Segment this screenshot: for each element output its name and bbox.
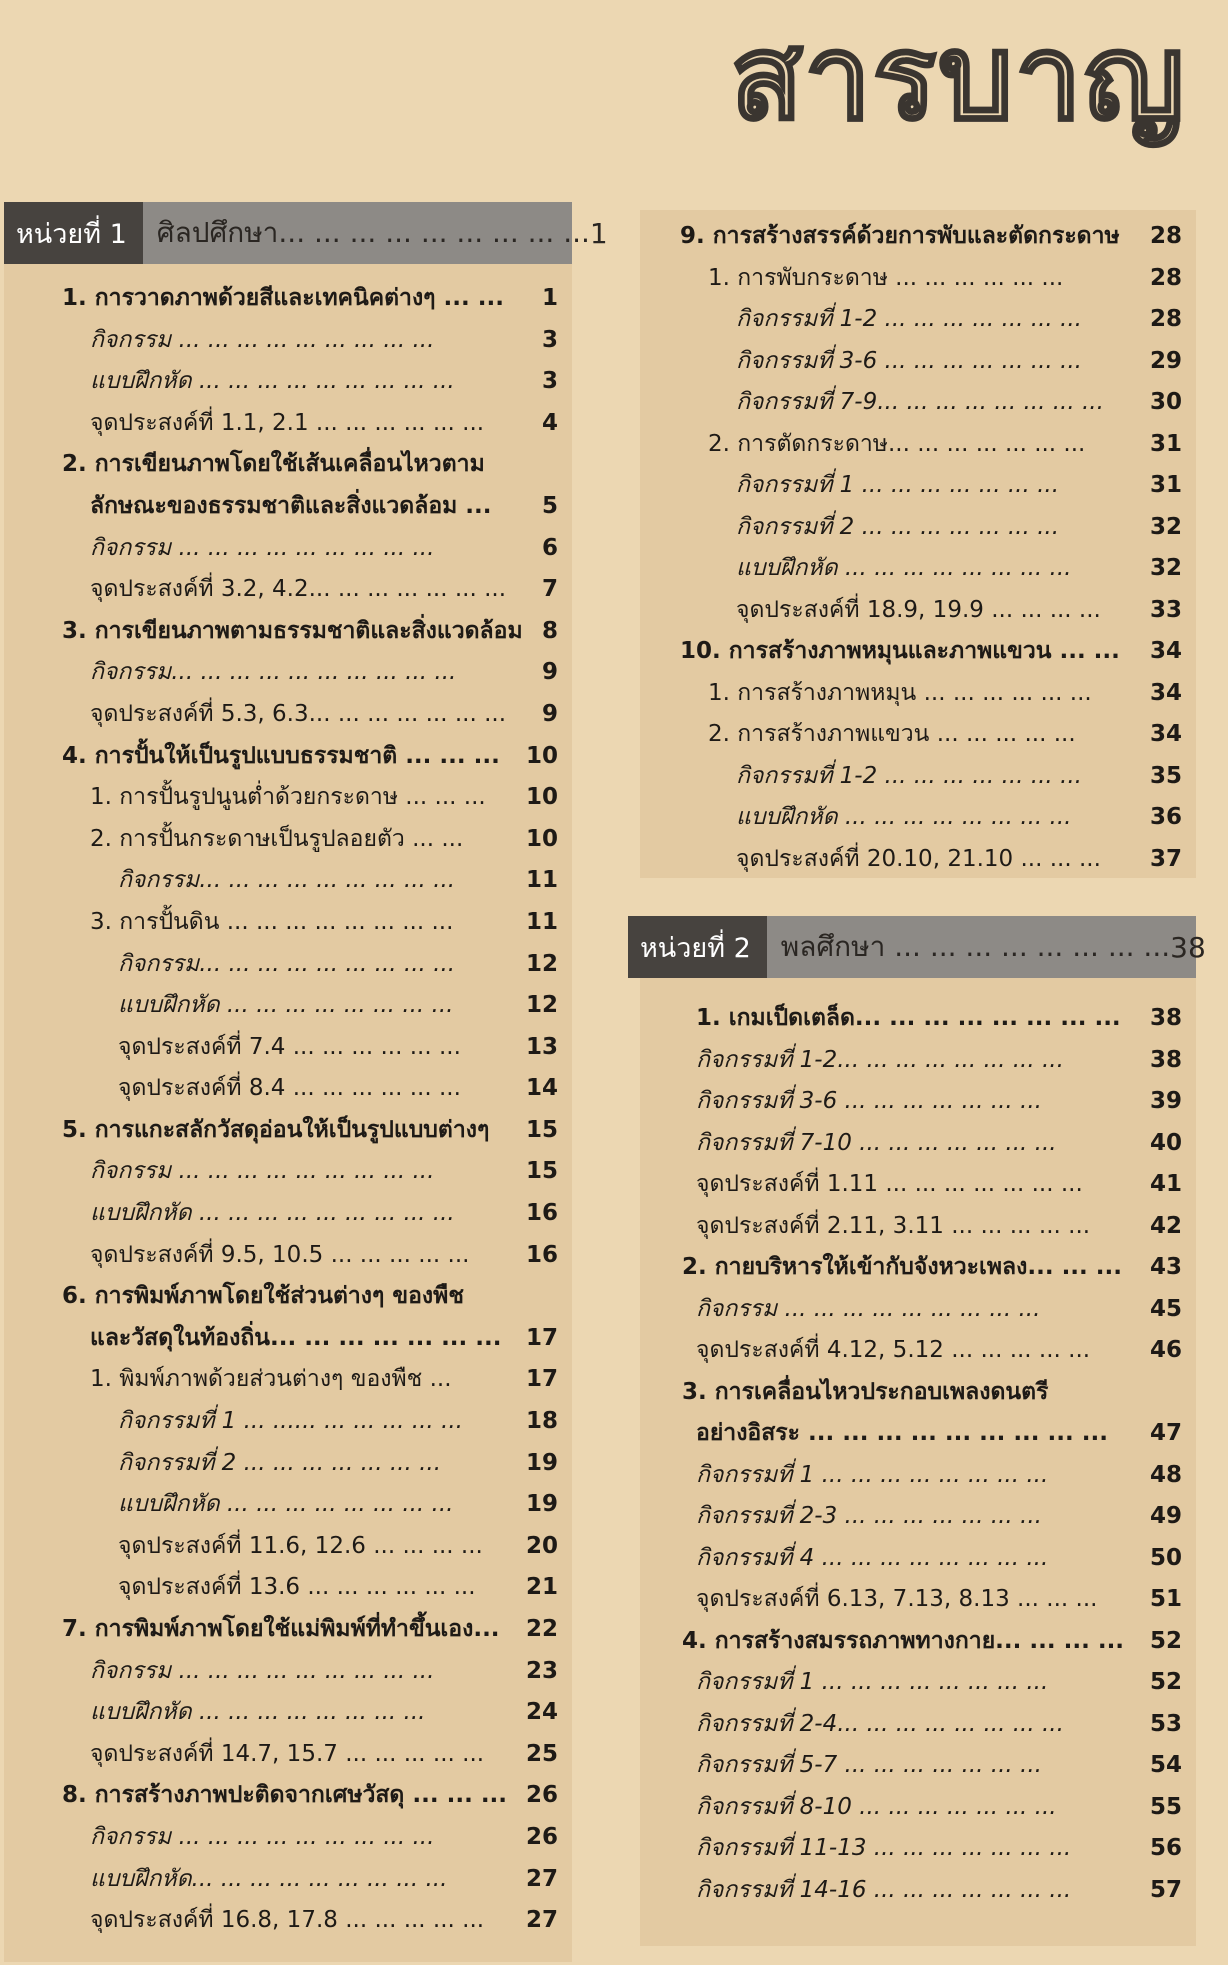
toc-entry [4, 1359, 572, 1401]
toc-entry [4, 278, 572, 320]
toc-entry-title: กิจกรรมที่ 7-10 ... ... ... ... ... ... ... [696, 1129, 1057, 1156]
toc-entry [640, 1662, 1196, 1704]
toc-entry [640, 1704, 1196, 1746]
toc-entry-page: 3 [541, 326, 558, 353]
toc-entry [4, 444, 572, 486]
toc-entry [640, 465, 1196, 507]
toc-entry [4, 1817, 572, 1859]
toc-entry-page: 7 [541, 576, 558, 603]
toc-entry [640, 1455, 1196, 1497]
toc-entry-title: กิจกรรมที่ 1-2 ... ... ... ... ... ... ... [736, 306, 1082, 332]
toc-entry-page: 53 [1149, 1710, 1182, 1737]
toc-entry [640, 631, 1196, 673]
toc-entry [4, 1151, 572, 1193]
toc-entry-title: จุดประสงค์ที่ 2.11, 3.11 ... ... ... ... ... [696, 1212, 1091, 1239]
toc-list-right-bottom [640, 978, 1196, 1911]
toc-entry [4, 1027, 572, 1069]
toc-entry [640, 424, 1196, 466]
toc-entry-page: 1 [541, 285, 558, 311]
toc-entry-page: 27 [525, 1907, 558, 1934]
toc-entry [4, 1775, 572, 1817]
toc-entry-title: กิจกรรมที่ 2 ... ... ... ... ... ... ... [736, 513, 1060, 540]
toc-entry-title: 1. เกมเป็ดเตล็ด... ... ... ... ... ... ... ... [696, 1005, 1121, 1031]
toc-entry [640, 1040, 1196, 1082]
toc-entry-title: กิจกรรมที่ 3-6 ... ... ... ... ... ... ... [736, 347, 1082, 374]
toc-entry-page: 6 [541, 534, 558, 561]
toc-entry-title: จุดประสงค์ที่ 1.11 ... ... ... ... ... ... ... [696, 1171, 1083, 1197]
toc-entry-title: 2. การสร้างภาพแขวน ... ... ... ... ... [708, 721, 1076, 747]
toc-entry [640, 1621, 1196, 1663]
toc-entry-page: 38 [1149, 1046, 1182, 1073]
toc-entry-title: กิจกรรม... ... ... ... ... ... ... ... ... [118, 950, 456, 977]
toc-column-left [4, 202, 608, 1962]
toc-entry-page: 41 [1149, 1171, 1182, 1197]
toc-entry-title: 3. การเขียนภาพตามธรรมชาติและสิ่งแวดล้อม [62, 617, 523, 644]
toc-entry-page: 28 [1149, 306, 1182, 332]
toc-entry-page: 9 [541, 659, 558, 686]
toc-entry-title: จุดประสงค์ที่ 11.6, 12.6 ... ... ... ... [118, 1532, 483, 1559]
toc-entry [640, 382, 1196, 424]
page-title: สารบาญ [730, 8, 1186, 146]
toc-entry-page: 19 [525, 1449, 558, 1476]
toc-entry-title: กิจกรรม ... ... ... ... ... ... ... ... ... [90, 1657, 435, 1684]
toc-entry-page: 12 [525, 992, 558, 1019]
toc-entry-title: 3. การเคลื่อนไหวประกอบเพลงดนตรี [682, 1378, 1049, 1405]
toc-entry [4, 819, 572, 861]
toc-entry [640, 1123, 1196, 1165]
toc-entry [640, 673, 1196, 715]
toc-entry-page: 27 [525, 1865, 558, 1892]
toc-entry-page: 39 [1149, 1088, 1182, 1114]
toc-entry-page: 34 [1149, 638, 1182, 664]
toc-entry-page: 15 [525, 1116, 558, 1143]
toc-entry-title: กิจกรรม ... ... ... ... ... ... ... ... ... [90, 326, 435, 353]
toc-entry-title: กิจกรรมที่ 1 ... ... ... ... ... ... ... [736, 472, 1060, 498]
toc-entry-title: กิจกรรมที่ 4 ... ... ... ... ... ... ... ... [696, 1544, 1049, 1571]
toc-entry [4, 694, 572, 736]
toc-entry [640, 216, 1196, 258]
toc-entry [640, 1289, 1196, 1331]
toc-entry [4, 736, 572, 778]
toc-entry-title: 7. การพิมพ์ภาพโดยใช้แม่พิมพ์ที่ทำขึ้นเอง... [62, 1616, 500, 1642]
toc-entry-page: 34 [1149, 679, 1182, 706]
toc-entry-title: แบบฝึกหัด ... ... ... ... ... ... ... ... [118, 1491, 454, 1518]
toc-entry-title: 10. การสร้างภาพหมุนและภาพแขวน ... ... [680, 638, 1120, 664]
toc-entry [640, 839, 1196, 881]
toc-entry-page: 10 [525, 742, 558, 769]
toc-entry-title: 9. การสร้างสรรค์ด้วยการพับและตัดกระดาษ [680, 223, 1120, 249]
toc-entry [640, 1496, 1196, 1538]
toc-entry-page: 52 [1149, 1669, 1182, 1695]
toc-entry-title: กิจกรรม ... ... ... ... ... ... ... ... ... [696, 1295, 1041, 1322]
toc-entry-page: 48 [1149, 1461, 1182, 1488]
toc-entry-page: 30 [1149, 389, 1182, 415]
toc-entry-title: แบบฝึกหัด ... ... ... ... ... ... ... ... [118, 992, 454, 1019]
toc-entry [4, 777, 572, 819]
toc-entry-title: 1. การพับกระดาษ ... ... ... ... ... ... [708, 264, 1064, 291]
toc-entry-title: ลักษณะของธรรมชาติและสิ่งแวดล้อม ... [90, 492, 492, 519]
toc-entry [640, 548, 1196, 590]
toc-entry [640, 1538, 1196, 1580]
toc-entry-page: 5 [541, 492, 558, 519]
toc-entry-title: กิจกรรม ... ... ... ... ... ... ... ... ... [90, 1158, 435, 1185]
unit-header-2 [628, 916, 1206, 978]
toc-entry-title: และวัสดุในท้องถิ่น... ... ... ... ... ... ... [90, 1324, 502, 1351]
toc-entry-title: แบบฝึกหัด ... ... ... ... ... ... ... ... [736, 804, 1072, 830]
toc-entry-title: 2. การตัดกระดาษ... ... ... ... ... ... ... [708, 430, 1086, 457]
toc-entry [4, 1484, 572, 1526]
toc-entry-page: 40 [1149, 1129, 1182, 1156]
toc-entry-page: 50 [1149, 1544, 1182, 1571]
toc-entry-title: 2. การเขียนภาพโดยใช้เส้นเคลื่อนไหวตาม [62, 451, 485, 478]
toc-entry-page: 32 [1149, 513, 1182, 540]
toc-entry [640, 1206, 1196, 1248]
toc-entry-title: จุดประสงค์ที่ 4.12, 5.12 ... ... ... ... ... [696, 1337, 1091, 1363]
toc-entry-title: 5. การแกะสลักวัสดุอ่อนให้เป็นรูปแบบต่างๆ [62, 1116, 490, 1143]
toc-entry-page: 3 [541, 368, 558, 395]
toc-entry [640, 590, 1196, 632]
toc-entry-page: 34 [1149, 721, 1182, 747]
unit-page-number: 38 [1170, 930, 1206, 964]
unit-title: ศิลปศึกษา... ... ... ... ... ... ... ... ... [156, 216, 590, 249]
unit-label: หน่วยที่ 1 [4, 202, 143, 264]
toc-entry-page: 52 [1149, 1627, 1182, 1654]
toc-entry [4, 985, 572, 1027]
toc-entry-title: จุดประสงค์ที่ 16.8, 17.8 ... ... ... ... ... [90, 1907, 485, 1934]
toc-entry [4, 569, 572, 611]
toc-entry [4, 1318, 572, 1360]
toc-entry-title: จุดประสงค์ที่ 18.9, 19.9 ... ... ... ... [736, 596, 1101, 623]
toc-entry-page: 18 [525, 1408, 558, 1435]
toc-entry-title: 1. พิมพ์ภาพด้วยส่วนต่างๆ ของพืช ... [90, 1366, 452, 1393]
toc-entry [640, 1413, 1196, 1455]
toc-entry-title: 1. การวาดภาพด้วยสีและเทคนิคต่างๆ ... ... [62, 285, 504, 311]
toc-entry-page: 31 [1149, 472, 1182, 498]
toc-entry-title: กิจกรรม... ... ... ... ... ... ... ... ... ... [90, 659, 457, 686]
toc-entry-title: กิจกรรม ... ... ... ... ... ... ... ... ... [90, 1823, 435, 1850]
toc-entry-page: 8 [541, 617, 558, 644]
toc-entry [4, 944, 572, 986]
toc-entry-page: 29 [1149, 347, 1182, 374]
toc-entry [4, 361, 572, 403]
toc-column-right-bottom [640, 916, 1206, 1946]
toc-entry-page: 45 [1149, 1295, 1182, 1322]
toc-entry-page: 36 [1149, 804, 1182, 830]
toc-entry [4, 403, 572, 445]
toc-entry-page: 28 [1149, 223, 1182, 249]
toc-entry [640, 978, 1196, 998]
toc-list-left [4, 278, 572, 1942]
toc-entry [4, 652, 572, 694]
toc-entry [4, 1859, 572, 1901]
toc-entry-title: จุดประสงค์ที่ 1.1, 2.1 ... ... ... ... ... ... [90, 409, 485, 436]
toc-entry-page: 33 [1149, 596, 1182, 623]
toc-entry-title: จุดประสงค์ที่ 14.7, 15.7 ... ... ... ... ... [90, 1740, 485, 1767]
toc-entry-title: 1. การสร้างภาพหมุน ... ... ... ... ... ... [708, 679, 1092, 706]
toc-list-right-top [640, 210, 1196, 880]
toc-entry [4, 1900, 572, 1942]
toc-entry-page: 26 [525, 1823, 558, 1850]
toc-entry [640, 1579, 1196, 1621]
toc-entry-title: จุดประสงค์ที่ 20.10, 21.10 ... ... ... [736, 845, 1101, 872]
toc-entry-title: จุดประสงค์ที่ 5.3, 6.3... ... ... ... ... ... ... [90, 700, 507, 727]
toc-entry-page: 10 [525, 825, 558, 852]
toc-entry-title: 4. การปั้นให้เป็นรูปแบบธรรมชาติ ... ... ... [62, 742, 500, 769]
toc-entry-title: กิจกรรมที่ 5-7 ... ... ... ... ... ... ... [696, 1752, 1042, 1778]
toc-entry-page: 13 [525, 1033, 558, 1060]
toc-entry [4, 860, 572, 902]
toc-entry-title: กิจกรรมที่ 1 ... ... ... ... ... ... ... ... [696, 1461, 1049, 1488]
toc-entry [4, 1276, 572, 1318]
toc-entry-page: 10 [525, 784, 558, 811]
toc-entry-page: 57 [1149, 1876, 1182, 1903]
toc-entry-title: กิจกรรมที่ 1-2... ... ... ... ... ... ... ... [696, 1046, 1064, 1073]
toc-entry [640, 1081, 1196, 1123]
toc-entry-title: แบบฝึกหัด... ... ... ... ... ... ... ... ... [90, 1865, 448, 1892]
toc-entry-page: 4 [541, 409, 558, 436]
toc-entry-page: 46 [1149, 1337, 1182, 1363]
toc-entry-page: 9 [541, 700, 558, 727]
toc-entry-page: 11 [525, 867, 558, 894]
toc-entry-page: 35 [1149, 762, 1182, 789]
toc-entry-page: 37 [1149, 845, 1182, 872]
toc-entry [640, 797, 1196, 839]
toc-entry-title: กิจกรรมที่ 1 ... ... ... ... ... ... ... ... [696, 1669, 1049, 1695]
toc-entry-title: จุดประสงค์ที่ 6.13, 7.13, 8.13 ... ... ... [696, 1586, 1098, 1612]
toc-entry-page: 25 [525, 1740, 558, 1767]
toc-entry [4, 1443, 572, 1485]
toc-entry-page: 22 [525, 1616, 558, 1642]
toc-entry [640, 1745, 1196, 1787]
toc-entry-title: แบบฝึกหัด ... ... ... ... ... ... ... ... [736, 555, 1072, 581]
unit-page-number: 1 [589, 216, 608, 250]
toc-entry [640, 258, 1196, 300]
toc-entry-title: 2. กายบริหารให้เข้ากับจังหวะเพลง... ... ... [682, 1254, 1122, 1280]
toc-entry-title: อย่างอิสระ ... ... ... ... ... ... ... ... ... [696, 1420, 1108, 1446]
toc-entry-page: 56 [1149, 1835, 1182, 1861]
toc-entry [4, 1401, 572, 1443]
toc-entry-title: จุดประสงค์ที่ 7.4 ... ... ... ... ... ... [118, 1033, 461, 1060]
toc-entry-title: จุดประสงค์ที่ 9.5, 10.5 ... ... ... ... ... [90, 1241, 470, 1268]
toc-entry-page: 17 [525, 1324, 558, 1351]
toc-entry-page: 49 [1149, 1503, 1182, 1529]
toc-entry [4, 1526, 572, 1568]
toc-entry-page: 17 [525, 1366, 558, 1393]
toc-entry-page: 16 [525, 1241, 558, 1268]
toc-column-right-top [640, 210, 1196, 878]
unit-header-1 [4, 202, 608, 264]
toc-entry [640, 1247, 1196, 1289]
toc-entry-page: 47 [1149, 1420, 1182, 1446]
toc-entry-title: กิจกรรมที่ 2-3 ... ... ... ... ... ... ... [696, 1503, 1042, 1529]
toc-entry [4, 1651, 572, 1693]
toc-entry [640, 1787, 1196, 1829]
toc-entry-page: 38 [1149, 1005, 1182, 1031]
toc-entry [640, 1164, 1196, 1206]
toc-entry-page: 55 [1149, 1793, 1182, 1820]
toc-entry [640, 756, 1196, 798]
toc-entry-title: กิจกรรมที่ 3-6 ... ... ... ... ... ... ... [696, 1088, 1042, 1114]
toc-entry-page: 16 [525, 1200, 558, 1227]
toc-entry-title: แบบฝึกหัด ... ... ... ... ... ... ... ... ... [90, 368, 455, 395]
toc-entry [640, 299, 1196, 341]
toc-entry-title: 1. การปั้นรูปนูนต่ำด้วยกระดาษ ... ... ... [90, 784, 486, 811]
toc-entry-page: 23 [525, 1657, 558, 1684]
unit-label: หน่วยที่ 2 [628, 916, 767, 978]
toc-entry-page: 20 [525, 1532, 558, 1559]
toc-entry-page: 12 [525, 950, 558, 977]
toc-entry-title: กิจกรรมที่ 2 ... ... ... ... ... ... ... [118, 1449, 442, 1476]
toc-entry-title: จุดประสงค์ที่ 13.6 ... ... ... ... ... ... [118, 1574, 476, 1601]
toc-entry-title: กิจกรรมที่ 1-2 ... ... ... ... ... ... ... [736, 762, 1082, 789]
toc-entry-title: กิจกรรม ... ... ... ... ... ... ... ... ... [90, 534, 435, 561]
toc-entry-page: 14 [525, 1075, 558, 1102]
toc-entry-title: 3. การปั้นดิน ... ... ... ... ... ... ... ... [90, 908, 454, 935]
toc-entry-page: 43 [1149, 1254, 1182, 1280]
toc-entry-title: 2. การปั้นกระดาษเป็นรูปลอยตัว ... ... [90, 825, 464, 852]
toc-entry-page: 21 [525, 1574, 558, 1601]
toc-entry [640, 1372, 1196, 1414]
toc-entry [4, 1235, 572, 1277]
toc-entry [4, 1567, 572, 1609]
toc-entry [640, 714, 1196, 756]
toc-entry [4, 1734, 572, 1776]
toc-entry-title: แบบฝึกหัด ... ... ... ... ... ... ... ... ... [90, 1200, 455, 1227]
toc-entry-page: 26 [525, 1782, 558, 1809]
toc-entry-page: 31 [1149, 430, 1182, 457]
toc-entry [4, 611, 572, 653]
toc-entry [640, 1828, 1196, 1870]
toc-entry-title: 8. การสร้างภาพปะติดจากเศษวัสดุ ... ... ... [62, 1782, 508, 1809]
toc-entry-page: 19 [525, 1491, 558, 1518]
toc-entry [640, 1870, 1196, 1912]
toc-entry [4, 528, 572, 570]
toc-entry [4, 902, 572, 944]
toc-entry [4, 320, 572, 362]
toc-entry-page: 51 [1149, 1586, 1182, 1612]
toc-entry-page: 42 [1149, 1212, 1182, 1239]
toc-entry-title: กิจกรรมที่ 8-10 ... ... ... ... ... ... ... [696, 1793, 1057, 1820]
toc-entry [4, 1068, 572, 1110]
toc-entry-page: 24 [525, 1699, 558, 1726]
toc-entry-title: 4. การสร้างสมรรถภาพทางกาย... ... ... ... [682, 1627, 1125, 1654]
toc-entry [4, 1609, 572, 1651]
toc-entry-title: กิจกรรมที่ 14-16 ... ... ... ... ... ... ... [696, 1876, 1072, 1903]
toc-entry [640, 998, 1196, 1040]
toc-entry-page: 11 [525, 908, 558, 935]
toc-entry [4, 1692, 572, 1734]
toc-entry-page: 32 [1149, 555, 1182, 581]
toc-entry [640, 1330, 1196, 1372]
toc-entry-page: 28 [1149, 264, 1182, 291]
toc-entry-title: กิจกรรมที่ 2-4... ... ... ... ... ... ... ... [696, 1710, 1064, 1737]
toc-entry-title: กิจกรรม... ... ... ... ... ... ... ... ... [118, 867, 456, 894]
unit-title: พลศึกษา ... ... ... ... ... ... ... ... [780, 930, 1171, 963]
toc-entry-title: กิจกรรมที่ 1 ... ...... ... ... ... ... ... [118, 1408, 463, 1435]
toc-entry [4, 1110, 572, 1152]
toc-entry-title: 6. การพิมพ์ภาพโดยใช้ส่วนต่างๆ ของพืช [62, 1283, 464, 1310]
toc-entry [640, 507, 1196, 549]
toc-entry-title: จุดประสงค์ที่ 3.2, 4.2... ... ... ... ... ... ... [90, 576, 507, 603]
toc-entry-page: 15 [525, 1158, 558, 1185]
toc-entry [4, 486, 572, 528]
toc-entry-title: จุดประสงค์ที่ 8.4 ... ... ... ... ... ... [118, 1075, 461, 1102]
toc-entry-title: กิจกรรมที่ 7-9... ... ... ... ... ... ... ... [736, 389, 1104, 415]
toc-entry [4, 1193, 572, 1235]
toc-entry [640, 341, 1196, 383]
toc-entry-title: แบบฝึกหัด ... ... ... ... ... ... ... ... [90, 1699, 426, 1726]
toc-entry-title: กิจกรรมที่ 11-13 ... ... ... ... ... ... ... [696, 1835, 1072, 1861]
toc-entry-page: 54 [1149, 1752, 1182, 1778]
